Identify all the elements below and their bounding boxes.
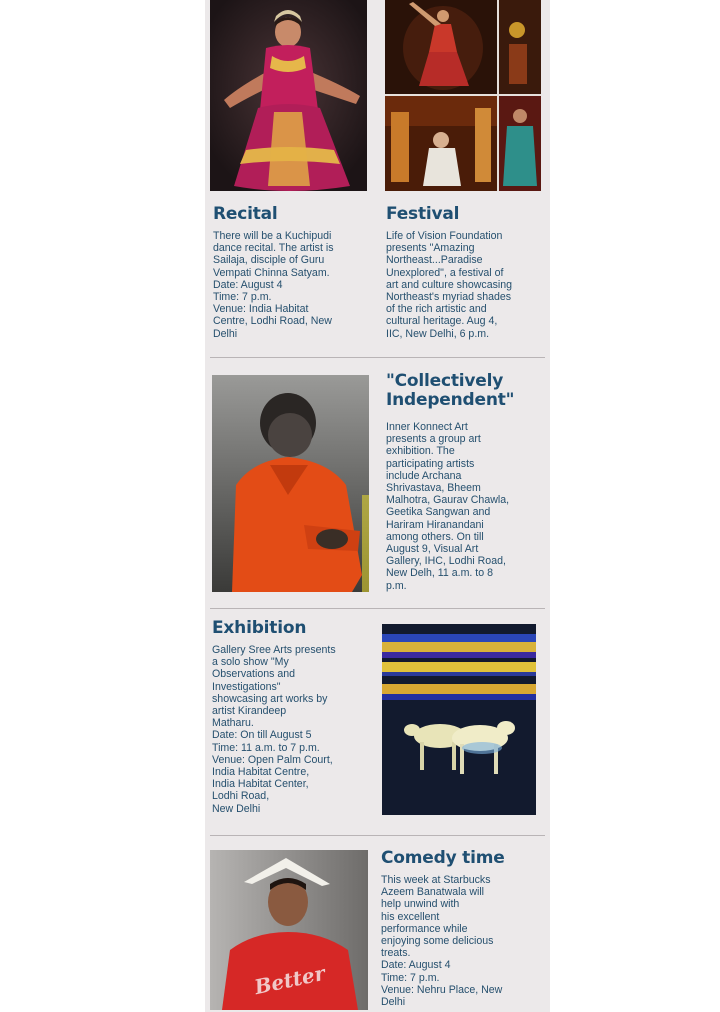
festival-heading: Festival — [386, 204, 460, 224]
exhibition-cows-painting — [382, 624, 536, 815]
section-divider — [210, 835, 545, 836]
shirt-lettering: Better — [252, 960, 328, 1000]
newspaper-clipping — [205, 0, 550, 1012]
exhibition-text: Gallery Sree Arts presents a solo show "My Observations and Investigations" showcasing art works by artist Kirandeep Matharu. Date: On till August 5 Time: 11 a.m. to 7 p.m. Venue: Open Palm Court, India Habitat Centre, India Habitat Center, Lodhi Road, New Delhi — [212, 644, 336, 815]
festival-photo-collage — [385, 0, 541, 191]
section-divider — [210, 357, 545, 358]
collectively-independent-heading: "Collectively Independent" — [386, 371, 515, 410]
group-exhibition-artwork — [212, 375, 369, 592]
recital-dancer-photo — [210, 0, 367, 191]
comedy-time-heading: Comedy time — [381, 848, 505, 868]
comedy-time-text: This week at Starbucks Azeem Banatwala will help unwind with his excellent performance while enjoying some delicious treats. Date: August 4 Time: 7 p.m. Venue: Nehru Place, New Delhi — [381, 874, 503, 1009]
recital-heading: Recital — [213, 204, 278, 224]
recital-text: There will be a Kuchipudi dance recital. The artist is Sailaja, disciple of Guru Vempati Chinna Satyam. Date: August 4 Time: 7 p.m. Venue: India Habitat Centre, Lodhi Road, New Delhi — [213, 230, 334, 340]
collectively-independent-text: Inner Konnect Art presents a group art exhibition. The participating artists include Archana Shrivastava, Bheem Malhotra, Gaurav Chawla, Geetika Sangwan and Hariram Hiranandani among others. On till August 9, Visual Art Gallery, IHC, Lodhi Road, New Delh, 11 a.m. to 8 p.m. — [386, 421, 510, 592]
comedian-photo — [210, 850, 368, 1010]
exhibition-heading: Exhibition — [212, 618, 307, 638]
section-divider — [210, 608, 545, 609]
festival-text: Life of Vision Foundation presents "Amazing Northeast...Paradise Unexplored", a festival of art and culture showcasing Northeast's myriad shades of the rich artistic and cultural heritage. Aug 4, IIC, New Delhi, 6 p.m. — [386, 230, 513, 340]
